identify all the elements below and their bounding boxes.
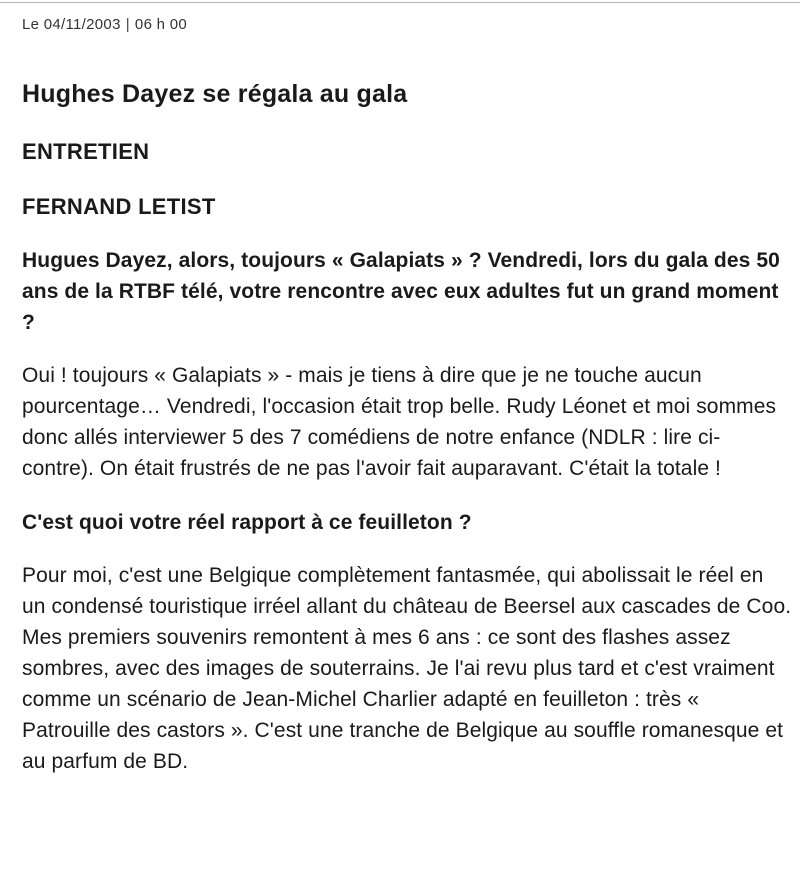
interview-answer: Oui ! toujours « Galapiats » - mais je tiens à dire que je ne touche aucun pourcentage… Vendredi, l'occasion était trop belle. Rudy Léonet et moi sommes donc allés interviewer 5 des 7 comédiens de notre enfance (NDLR : lire ci-contre). On était frustrés de ne pas l'avoir fait auparavant. C'était la totale ! bbox=[22, 364, 777, 480]
publication-time: 06 h 00 bbox=[134, 16, 188, 33]
interview-question: C'est quoi votre réel rapport à ce feuilleton ? bbox=[22, 511, 472, 534]
interview-answer: Pour moi, c'est une Belgique complètement fantasmée, qui abolissait le réel en un condensé touristique irréel allant du château de Beersel aux cascades de Coo. Mes premiers souvenirs remontent à mes 6 ans : ce sont des flashes assez sombres, avec des images de souterrains. Je l'ai revu plus tard et c'est vraiment comme un scénario de Jean-Michel Charlier adapté en feuilleton : très « Patrouille des castors ». C'est une tranche de Belgique au souffle romanesque et au parfum de BD. bbox=[22, 564, 792, 773]
top-divider bbox=[0, 2, 800, 3]
byline: FERNAND LETIST bbox=[22, 194, 216, 219]
rubric: ENTRETIEN bbox=[22, 139, 150, 164]
article bbox=[22, 78, 792, 800]
dateline-separator: | bbox=[125, 16, 130, 33]
publication-date: Le 04/11/2003 bbox=[22, 16, 121, 33]
headline: Hughes Dayez se régala au gala bbox=[22, 80, 408, 108]
interview-question: Hugues Dayez, alors, toujours « Galapiats » ? Vendredi, lors du gala des 50 ans de la RTBF télé, votre rencontre avec eux adultes fut un grand moment ? bbox=[22, 249, 780, 334]
dateline bbox=[22, 16, 187, 33]
